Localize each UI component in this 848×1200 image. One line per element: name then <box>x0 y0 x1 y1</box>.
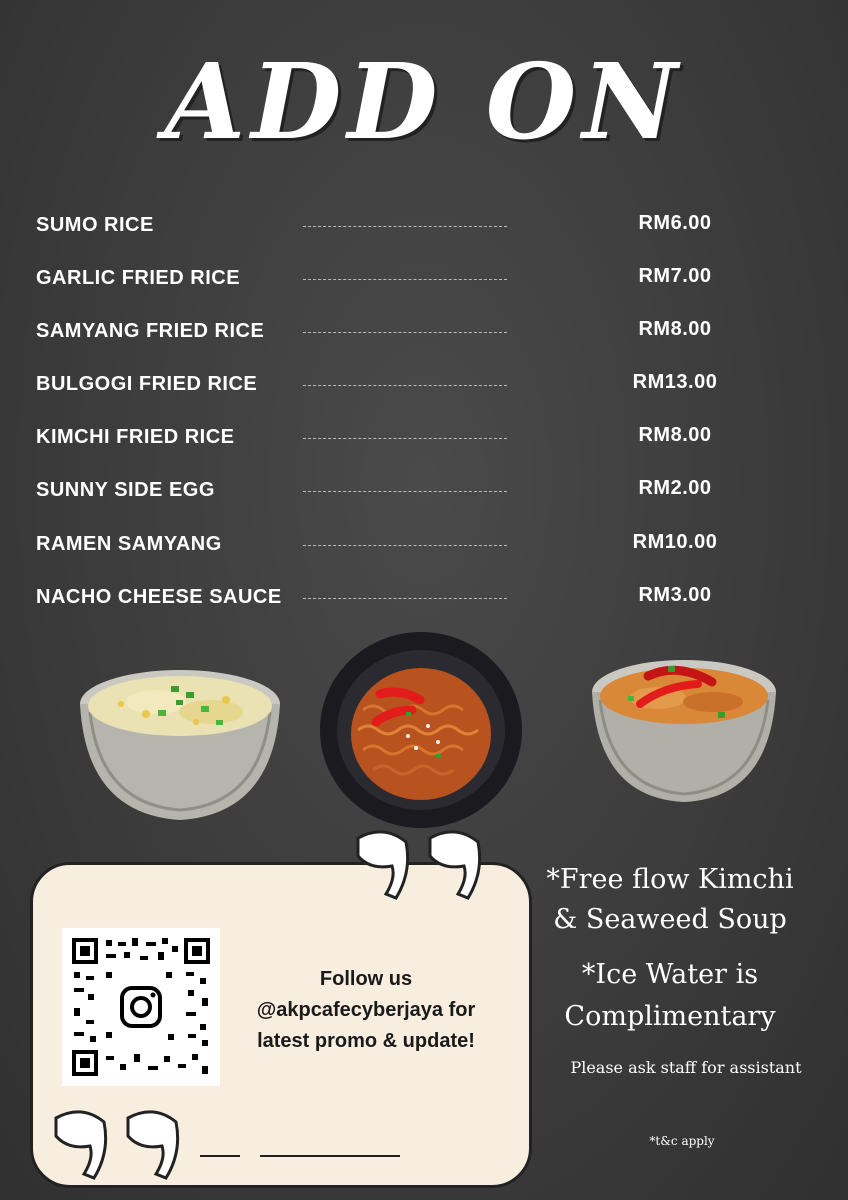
item-name: SAMYANG FRIED RICE <box>36 320 265 342</box>
item-price: RM10.00 <box>632 531 718 553</box>
item-name: NACHO CHEESE SAUCE <box>36 586 282 608</box>
ice-water-note <box>540 954 800 1038</box>
terms-note: *t&c apply <box>649 1134 715 1148</box>
quote-close-icon <box>50 1100 190 1188</box>
follow-us-text <box>236 964 496 1057</box>
item-price: RM13.00 <box>632 371 718 393</box>
free-flow-note <box>540 860 800 940</box>
menu-row <box>0 320 848 350</box>
ramen-samyang-bowl <box>318 630 524 830</box>
item-price: RM8.00 <box>638 318 712 340</box>
item-name: GARLIC FRIED RICE <box>36 267 241 289</box>
leader-dots <box>303 491 507 492</box>
item-name: KIMCHI FRIED RICE <box>36 426 235 448</box>
leader-dots <box>303 279 507 280</box>
item-name: BULGOGI FRIED RICE <box>36 373 258 395</box>
kimchi-fried-rice-bowl <box>588 652 780 804</box>
follow-line-1: Follow us <box>319 968 413 990</box>
menu-row <box>0 426 848 456</box>
leader-dots <box>303 226 507 227</box>
underline-decoration <box>200 1150 440 1162</box>
menu-row <box>0 214 848 244</box>
menu-row <box>0 586 848 616</box>
instagram-handle: @akpcafecyberjaya for <box>256 999 476 1021</box>
garlic-fried-rice-bowl <box>76 664 284 824</box>
ice-water-line-1: *Ice Water is <box>581 959 759 990</box>
follow-line-3: latest promo & update! <box>257 1030 475 1052</box>
menu-row <box>0 479 848 509</box>
item-name: SUMO RICE <box>36 214 154 236</box>
menu-row <box>0 267 848 297</box>
assistance-note: Please ask staff for assistant <box>570 1058 802 1077</box>
leader-dots <box>303 438 507 439</box>
item-price: RM3.00 <box>638 584 712 606</box>
leader-dots <box>303 598 507 599</box>
item-price: RM8.00 <box>638 424 712 446</box>
leader-dots <box>303 385 507 386</box>
item-price: RM7.00 <box>638 265 712 287</box>
instagram-qr-code[interactable] <box>62 928 220 1086</box>
free-flow-line-2: & Seaweed Soup <box>553 904 787 935</box>
qr-pattern <box>62 928 220 1086</box>
leader-dots <box>303 545 507 546</box>
item-name: RAMEN SAMYANG <box>36 533 222 555</box>
menu-row <box>0 373 848 403</box>
page-title: ADD ON <box>164 40 684 163</box>
quote-open-icon <box>352 828 492 916</box>
item-price: RM6.00 <box>638 212 712 234</box>
ice-water-line-2: Complimentary <box>564 1001 776 1032</box>
leader-dots <box>303 332 507 333</box>
free-flow-line-1: *Free flow Kimchi <box>546 864 794 895</box>
item-price: RM2.00 <box>638 477 712 499</box>
item-name: SUNNY SIDE EGG <box>36 479 215 501</box>
menu-row <box>0 533 848 563</box>
